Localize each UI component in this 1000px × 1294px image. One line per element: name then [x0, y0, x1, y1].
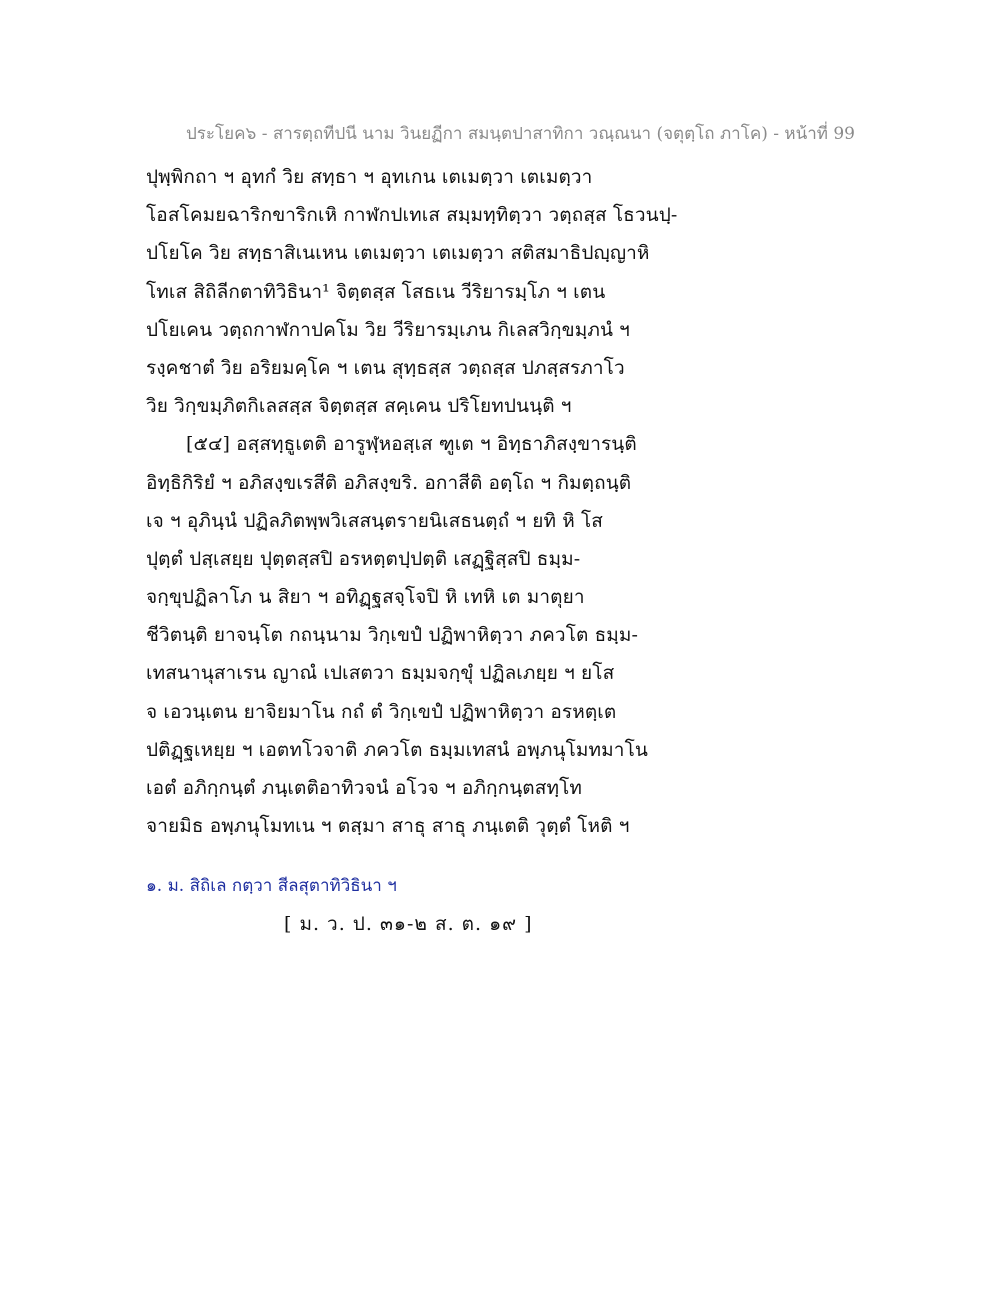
body-line: โอสโคมยฉาริกขาริกเหิ กาฬกปเทเส สมฺมทฺทิตฺวา วตฺถสฺส โธวนปฺ- [146, 204, 678, 227]
body-line: เจ ฯ อุภินฺนํ ปฏิลภิตพฺพวิเสสนฺตรายนิเสธนตฺถํ ฯ ยทิ หิ โส [146, 509, 604, 532]
body-text [146, 158, 886, 845]
footnote: ๑. ม. สิถิเล กตฺวา สีลสุตาทิวิธินา ฯ [146, 876, 397, 896]
body-line: เอตํ อภิกฺกนฺตํ ภนฺเตติอาทิวจนํ อโวจ ฯ อภิกฺกนฺตสทฺโท [146, 777, 582, 799]
body-line: จ เอวนฺเตน ยาจิยมาโน กถํ ตํ วิกฺเขปํ ปฏิพาหิตฺวา อรหตฺเต [146, 700, 617, 723]
page-header: ประโยค๖ - สารตฺถทีปนี นาม วินยฏีกา สมนฺตปาสาทิกา วณฺณนา (จตุตฺโถ ภาโค) - หน้าที่ 99 [186, 124, 855, 144]
body-line: ปโยเคน วตฺถกาฬกาปคโม วิย วีริยารมฺเภน กิเลสวิกฺขมฺภนํ ฯ [146, 318, 630, 341]
body-line: ปติฏฺฐเหยฺย ฯ เอตทโวจาติ ภควโต ธมฺมเทสนํ อพฺภนุโมทมาโน [146, 738, 648, 761]
body-line: จายมิธ อพฺภนุโมทเน ฯ ตสฺมา สาธุ สาธุ ภนฺเตติ วุตฺตํ โหติ ฯ [146, 815, 630, 838]
body-line: ปโยโค วิย สทฺธาสิเนเหน เตเมตฺวา เตเมตฺวา สติสมาธิปญฺญาหิ [146, 242, 650, 265]
body-line: เทสนานุสาเรน ญาณํ เปเสตวา ธมฺมจกฺขุํ ปฏิลเภยฺย ฯ ยโส [146, 662, 615, 685]
source-reference: [ ม. ว. ป. ๓๑-๒ ส. ต. ๑๙ ] [284, 913, 533, 935]
body-line: อิทฺธิกิริยํ ฯ อภิสงฺขเรสีติ อภิสงฺขริ. อกาสีติ อตฺโถ ฯ กิมตฺถนฺติ [146, 471, 632, 494]
paragraph-start-line: [๕๔] อสฺสทฺธูเตติ อารูฬฺหอสฺเส ฑูเต ฯ อิทฺธาภิสงฺขารนฺติ [186, 433, 637, 456]
body-line: ปุพฺพิกถา ฯ อุทกํ วิย สทฺธา ฯ อุทเกน เตเมตฺวา เตเมตฺวา [146, 166, 593, 188]
body-line: โทเส สิถิลีกตาทิวิธินา¹ จิตฺตสฺส โสธเน วีริยารมฺโภ ฯ เตน [146, 280, 606, 303]
body-line: จกฺขุปฏิลาโภ น สิยา ฯ อทิฏฺฐสจฺโจปิ หิ เทหิ เต มาตุยา [146, 586, 585, 609]
body-line: ปุตฺตํ ปสฺเสยฺย ปุตฺตสฺสปิ อรหตฺตปฺปตฺติ เสฏฺฐิสฺสปิ ธมฺม- [146, 547, 581, 570]
body-line: วิย วิกฺขมฺภิตกิเลสสฺส จิตฺตสฺส สคฺเคน ปริโยทปนนฺติ ฯ [146, 395, 572, 418]
body-line: ชีวิตนฺติ ยาจนฺโต กถนฺนาม วิกฺเขปํ ปฏิพาหิตฺวา ภควโต ธมฺม- [146, 624, 639, 647]
body-line: รงฺคชาตํ วิย อริยมคฺโค ฯ เตน สุทฺธสฺส วตฺถสฺส ปภสฺสรภาโว [146, 356, 625, 379]
